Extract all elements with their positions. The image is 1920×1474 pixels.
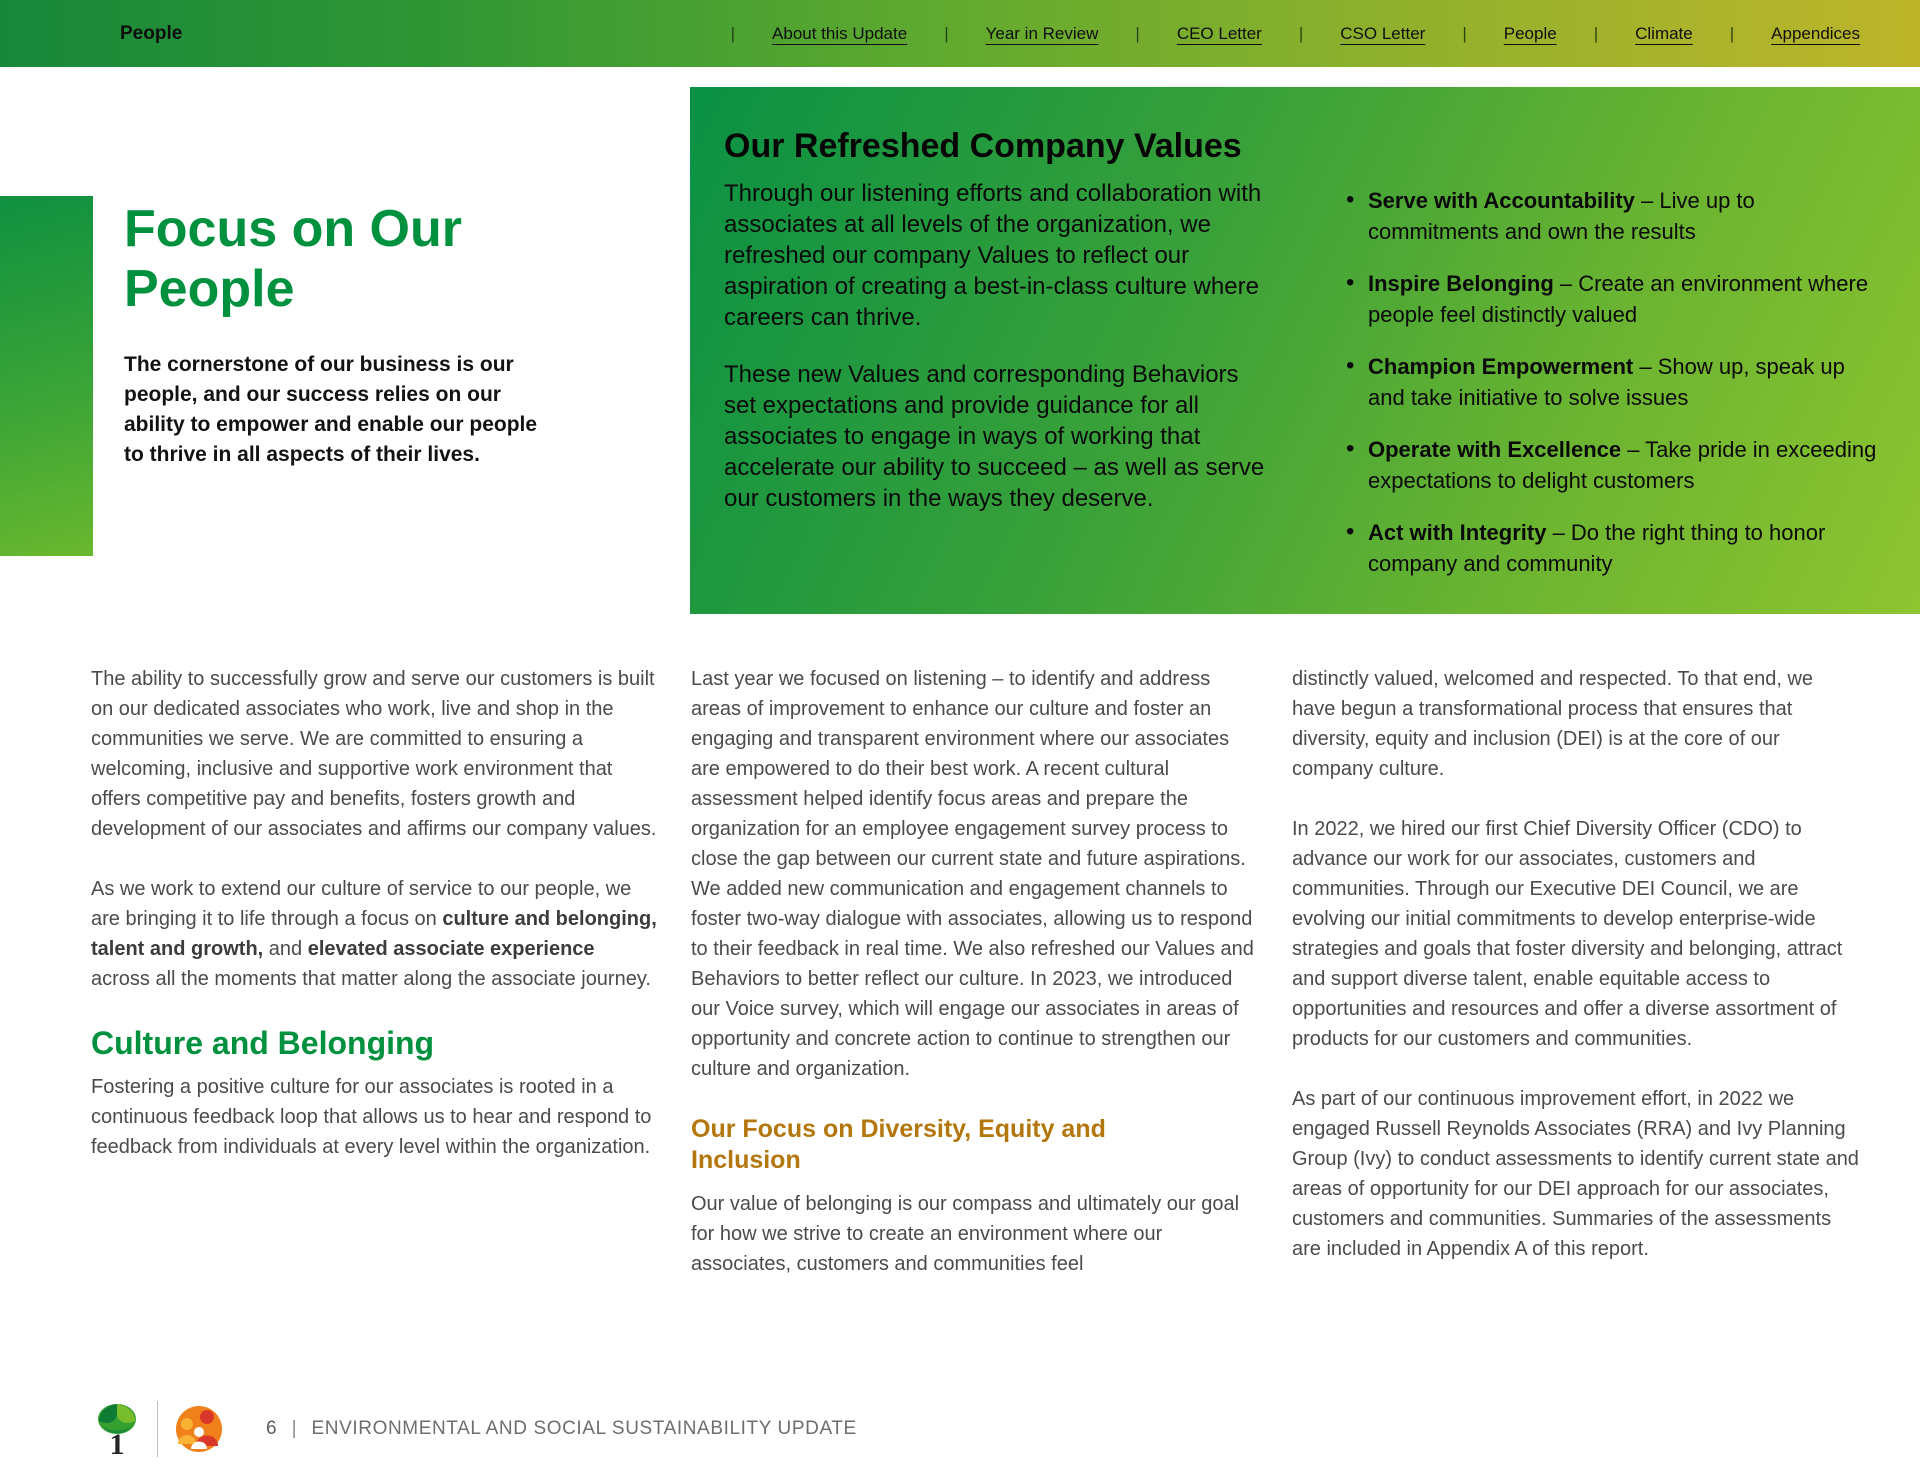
nav-link-year-in-review[interactable]: Year in Review xyxy=(985,23,1099,43)
value-item-title: Champion Empowerment xyxy=(1368,354,1634,379)
body-column-3 xyxy=(1292,664,1860,1294)
paragraph: As part of our continuous improvement effort, in 2022 we engaged Russell Reynolds Associates (RRA) and Ivy Planning Group (Ivy) to conduct assessments to identify current state and areas of opportunity for our DEI approach for our associates, customers and communities. Summaries of the assessments are included in Appendix A of this report. xyxy=(1292,1088,1859,1260)
culture-and-belonging-heading: Culture and Belonging xyxy=(91,1025,435,1061)
value-item xyxy=(1344,268,1880,330)
value-item-title: Inspire Belonging xyxy=(1368,271,1554,296)
value-item xyxy=(1344,351,1880,413)
value-item-desc: – Do the right thing to honor company and community xyxy=(1368,520,1826,576)
dollar-tree-logo xyxy=(91,1400,143,1458)
paragraph: The ability to successfully grow and serve our customers is built on our dedicated associates who work, live and shop in the communities we serve. We are committed to ensuring a welcoming, inclusive and supportive work environment that offers competitive pay and benefits, fosters growth and development of our associates and affirms our company values. xyxy=(91,668,657,840)
left-accent-bar xyxy=(0,196,93,556)
report-title-footer: ENVIRONMENTAL AND SOCIAL SUSTAINABILITY UPDATE xyxy=(311,1418,857,1439)
nav-separator: | xyxy=(1593,23,1599,43)
text-run: As we work to extend our culture of service to our people, we are bringing it to life through a focus on xyxy=(91,878,632,930)
nav-separator: | xyxy=(1729,23,1735,43)
paragraph: Our value of belonging is our compass and ultimately our goal for how we strive to create an environment where our associates, customers and communities feel xyxy=(691,1192,1240,1275)
text-run-bold: culture and belonging, talent and growth, xyxy=(91,908,657,960)
page-footer xyxy=(91,1400,857,1458)
hero-section xyxy=(124,200,564,470)
text-run-bold: elevated associate experience xyxy=(307,938,595,960)
paragraph xyxy=(91,874,659,994)
page-number: 6 xyxy=(266,1418,277,1439)
value-item-desc: – Show up, speak up and take initiative to solve issues xyxy=(1368,354,1845,410)
values-paragraph-2: These new Values and corresponding Behaviors set expectations and provide guidance for all associates to engage in ways of working that accelerate our ability to succeed – as well as serve our customers in the ways they deserve. xyxy=(724,361,1265,512)
text-run: and xyxy=(263,938,308,960)
body-column-2 xyxy=(691,664,1259,1309)
logo-divider xyxy=(157,1401,158,1457)
values-paragraph-1: Through our listening efforts and collaboration with associates at all levels of the organization, we refreshed our company Values to reflect our aspiration of creating a best-in-class culture where careers can thrive. xyxy=(724,180,1262,331)
value-item-desc: – Create an environment where people feel distinctly valued xyxy=(1368,271,1869,327)
top-nav xyxy=(731,24,1860,44)
value-item-title: Serve with Accountability xyxy=(1368,188,1635,213)
section-label: People xyxy=(120,22,183,44)
values-text-column xyxy=(724,127,1276,614)
value-item xyxy=(1344,517,1880,579)
nav-link-appendices[interactable]: Appendices xyxy=(1771,23,1860,43)
value-item-title: Operate with Excellence xyxy=(1368,437,1622,462)
dei-heading: Our Focus on Diversity, Equity and Inclusion xyxy=(691,1115,1106,1175)
nav-separator: | xyxy=(1135,23,1140,43)
body-column-1 xyxy=(91,664,659,1192)
nav-link-about-this-update[interactable]: About this Update xyxy=(772,23,908,43)
nav-link-climate[interactable]: Climate xyxy=(1635,23,1693,43)
value-item-desc: – Live up to commitments and own the results xyxy=(1368,188,1755,244)
nav-link-ceo-letter[interactable]: CEO Letter xyxy=(1176,23,1262,43)
paragraph: Last year we focused on listening – to identify and address areas of improvement to enhance our culture and foster an engaging and transparent environment where our associates are empowered to do their best work. A recent cultural assessment helped identify focus areas and prepare the organization for an employee engagement survey process to close the gap between our current state and future aspirations. We added new communication and engagement channels to foster two-way dialogue with associates, allowing us to respond to their feedback in real time. We also refreshed our Values and Behaviors to better reflect our culture. In 2023, we introduced our Voice survey, which will engage our associates in areas of opportunity and concrete action to continue to strengthen our culture and organization. xyxy=(691,668,1254,1080)
family-dollar-logo xyxy=(172,1400,226,1458)
footer-separator: | xyxy=(291,1418,297,1439)
nav-separator: | xyxy=(1298,23,1304,43)
page-title: Focus on Our People xyxy=(124,200,462,318)
nav-link-people[interactable]: People xyxy=(1503,23,1557,43)
value-item xyxy=(1344,185,1880,247)
footer-page-info xyxy=(266,1418,857,1440)
paragraph: In 2022, we hired our first Chief Diversity Officer (CDO) to advance our work for our associates, customers and communities. Through our Executive DEI Council, we are evolving our initial commitments to develop enterprise-wide strategies and goals that foster diversity and belonging, attract and support diverse talent, enable equitable access to opportunities and resources and offer a diverse assortment of products for our customers and communities. xyxy=(1292,818,1843,1050)
values-list xyxy=(1344,185,1880,614)
values-title: Our Refreshed Company Values xyxy=(724,127,1242,165)
value-item-title: Act with Integrity xyxy=(1368,520,1547,545)
nav-separator: | xyxy=(1462,23,1467,43)
nav-separator: | xyxy=(944,23,949,43)
value-item xyxy=(1344,434,1880,496)
nav-link-cso-letter[interactable]: CSO Letter xyxy=(1340,23,1426,43)
paragraph: Fostering a positive culture for our associates is rooted in a continuous feedback loop that allows us to hear and respond to feedback from individuals at every level within the organization. xyxy=(91,1076,652,1159)
top-nav-bar xyxy=(0,0,1920,67)
company-values-panel xyxy=(690,87,1920,614)
text-run: across all the moments that matter along the associate journey. xyxy=(91,968,651,990)
svg-text:1: 1 xyxy=(109,1428,125,1458)
value-item-desc: – Take pride in exceeding expectations to delight customers xyxy=(1368,437,1877,493)
nav-separator: | xyxy=(730,23,736,43)
paragraph: distinctly valued, welcomed and respected. To that end, we have begun a transformational process that ensures that diversity, equity and inclusion (DEI) is at the core of our company culture. xyxy=(1292,668,1814,780)
intro-paragraph: The cornerstone of our business is our people, and our success relies on our ability to empower and enable our people to thrive in all aspects of their lives. xyxy=(124,352,538,466)
